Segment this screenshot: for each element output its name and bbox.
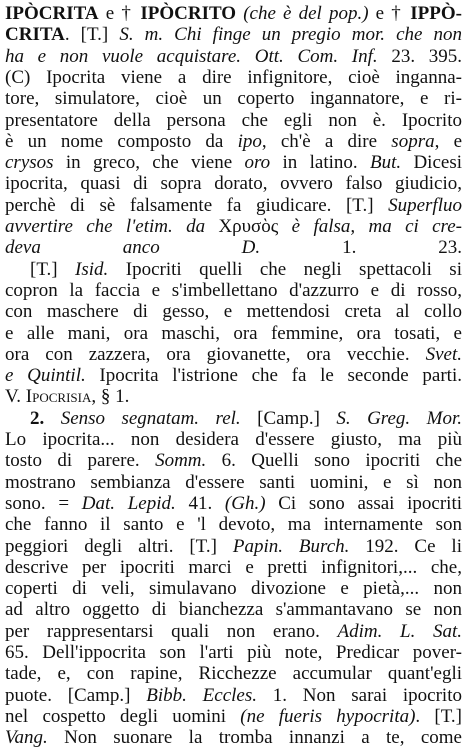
text-segment: ipocrita, quasi di sopra dorato, ovvero falso giudicio, [5,173,462,195]
headword: CRITA [5,24,65,46]
text-segment: presentatore della persona che egli non è. Ipocrito [5,109,462,131]
text-segment: , e [434,130,462,152]
text-segment: nel cospetto degli uomini [5,705,241,727]
text-segment: copron la faccia e s'imbellettano d'azzurro e di rosso, [5,279,462,301]
italic-text: (ne fueris hypocrita) [240,705,416,727]
text-line [5,726,462,750]
text-segment: descrive per ipocriti marci e pretti infignitori,... che, [5,556,462,578]
headword: IPÒCRITO [140,3,237,24]
text-segment: mostrano sembianza d'essere santi uomini, e sì non [5,471,462,493]
italic-text: ha e non vuole acquistare. Ott. Com. Inf. [5,45,378,67]
text-segment: e alle mani, ora maschi, ora femmine, ora tosati, e [5,322,462,344]
italic-text: avvertire che l'etim. da [5,216,219,237]
text-segment: . [T.] [415,705,462,727]
headword: IPÒCRITA [5,3,99,24]
text-segment: , § 1. [91,386,130,408]
text-segment: Non suonare la tromba innanzi a te, come [47,727,462,749]
text-segment: tade, e, con rapine, Ricchezze accumular quant'egli [5,663,462,685]
text-segment: V. [5,386,26,408]
cross-reference: Ipocrisia [25,386,92,408]
italic-text: e Quintil. [5,365,86,387]
text-segment: Dicesi [401,152,462,174]
text-segment: e † [368,3,411,24]
text-segment: è un nome composto da [5,130,238,152]
text-segment: 23. 395. [377,45,462,67]
italic-text: sopra [391,130,435,152]
italic-text: Vang. [5,727,48,749]
italic-text: è falsa, ma ci cre- [278,216,462,237]
italic-text: (che è del pop.) [243,3,369,24]
text-segment: per rappresentarsi quali non erano. [5,620,338,642]
italic-text: crysos [5,152,54,174]
text-segment: con maschere di gesso, e mettendosi creta al collo [5,301,462,323]
italic-text: Dat. Lepid. [81,492,176,514]
italic-text: Papin. Burch. [232,535,350,557]
text-segment: in latino. [270,152,370,174]
text-segment: sono. = [5,492,82,514]
italic-text: Senso segnatam. rel. [60,407,241,429]
text-segment: perchè di sè falsamente fa giudicare. [T.] [5,194,389,216]
text-segment: tore, simulatore, cioè un coperto ingannatore, e ri- [5,88,462,110]
text-segment: (C) Ipocrita viene a dire infignitore, cioè ingannа- [5,66,462,88]
italic-text: Superfluo [388,194,462,216]
text-segment: [T.] [30,258,76,280]
italic-text: S. m. Chi finge un pregio mor. che non [119,24,462,46]
text-segment: 41. [175,492,225,514]
italic-text: (Gh.) [224,492,266,514]
text-segment: 192. Ce li [349,535,462,557]
headword: IPPÒ- [410,3,462,24]
text-segment: Ipocrita l'istrione che fa le seconde parti. [85,365,462,387]
italic-text: But. [369,152,402,174]
text-segment: Χρυσὸς [218,216,279,237]
italic-text: Isid. [75,258,109,280]
italic-text: Adim. L. Sat. [337,620,462,642]
text-segment: . [T.] [64,24,120,46]
text-segment: coperti di veli, simulavano divozione e pietà,... non [5,578,462,600]
text-segment: Ipocriti quelli che negli spettacoli si [108,258,462,280]
text-segment: che fanno il santo e 'l devoto, ma internamente son [5,514,462,536]
text-segment: 1. 23. [260,237,462,259]
italic-text: Bibb. Eccles. [146,684,258,706]
italic-text: deva anco D. [5,237,261,259]
text-segment: 65. Dell'ippocrita son l'arti più note, Predicar pover- [5,642,462,663]
italic-text: Somm. [155,450,207,472]
text-segment: peggiori degli altri. [T.] [5,535,233,557]
text-segment: 1. Non sarai ipocrito [257,684,462,706]
text-segment: e † [98,3,141,24]
text-segment: 6. Quelli sono ipocriti che [206,450,462,472]
text-segment: Ci sono assai ipocriti [265,492,462,514]
text-segment: ad altro oggetto di bianchezza s'ammantavano se non [5,599,462,621]
headword: 2. [30,407,61,429]
italic-text: S. Greg. Mor. [336,407,462,429]
italic-text: Svet. [425,343,462,365]
text-segment: ora con zazzera, ora giovanette, ora vecchie. [5,343,426,365]
text-segment: Lo ipocrita... non desidera d'essere giusto, ma più [5,429,462,450]
italic-text: ipo [237,130,262,152]
text-segment: in greco, che viene [53,152,245,174]
text-segment: tosto di parere. [5,450,156,472]
text-segment: , ch'è a dire [261,130,392,152]
text-segment: [Camp.] [240,407,337,429]
italic-text: oro [244,152,271,174]
text-segment: puote. [Camp.] [5,684,147,706]
